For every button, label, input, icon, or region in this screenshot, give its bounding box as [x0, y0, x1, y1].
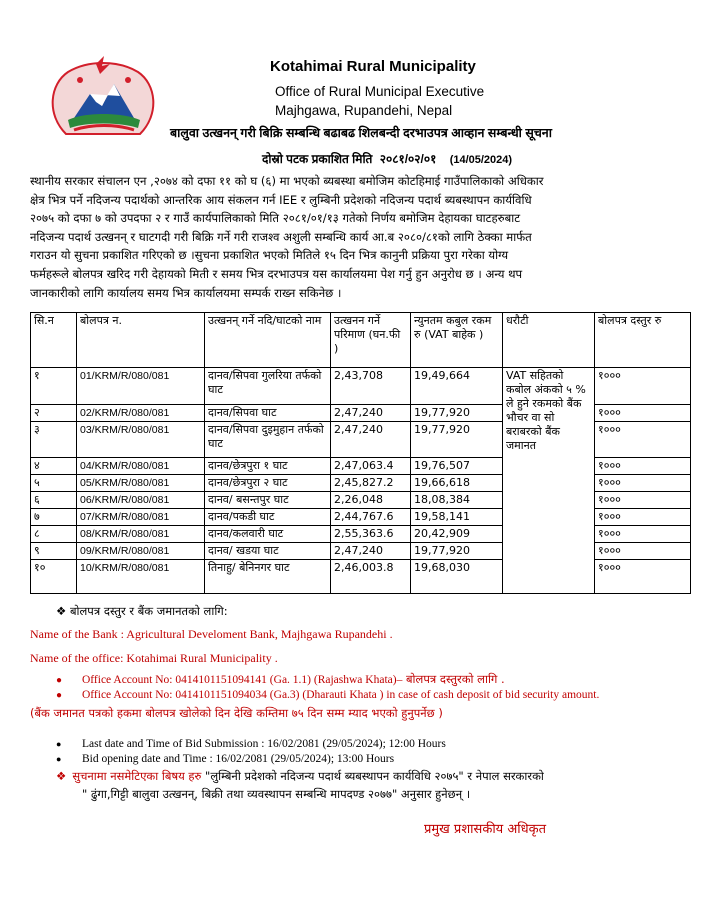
row-sn: २: [31, 405, 77, 422]
final-note-line2: " ढुंगा,गिट्टी बालुवा उत्खनन्, बिक्री तथा व्यवस्थापन सम्बन्धि मापदण्ड २०७७" अनुसार हुनेछन् ।: [82, 787, 471, 801]
bullet-icon: ●: [56, 675, 63, 686]
row-site-name: तिनाहु/ बेनिनगर घाट: [205, 560, 331, 594]
row-bid-code: 04/KRM/R/080/081: [77, 458, 205, 475]
row-bid-code: 01/KRM/R/080/081: [77, 368, 205, 405]
bank-name: Name of the Bank : Agricultural Develoment Bank, Majhgawa Rupandehi .: [30, 627, 393, 641]
column-header: उत्खनन् गर्ने नदि/घाटको नाम: [205, 313, 331, 368]
diamond-bullet-icon: ❖: [56, 769, 67, 783]
row-sn: ४: [31, 458, 77, 475]
bullet-icon: ●: [56, 754, 62, 764]
row-fee: १०००: [595, 368, 691, 405]
column-header: धरौटी: [503, 313, 595, 368]
guarantee-validity-note: (बैंक जमानत पत्रको हकमा बोलपत्र खोलेको दिन देखि कम्तिमा ७५ दिन सम्म म्याद भएको हुनुपर्नेछ ): [30, 706, 443, 720]
row-sn: ६: [31, 492, 77, 509]
diamond-bullet-icon: ❖: [56, 604, 67, 618]
bid-dates-list: [56, 738, 446, 768]
bullet-icon: ●: [56, 739, 62, 749]
row-bid-code: 02/KRM/R/080/081: [77, 405, 205, 422]
row-bid-code: 10/KRM/R/080/081: [77, 560, 205, 594]
table-header-row: [31, 313, 691, 368]
column-header: सि.न: [31, 313, 77, 368]
list-item: [56, 672, 599, 689]
submission-deadline: Last date and Time of Bid Submission : 16/02/2081 (29/05/2024); 12:00 Hours: [82, 738, 446, 750]
row-quantity: 2,44,767.6: [331, 509, 411, 526]
row-bid-code: 09/KRM/R/080/081: [77, 543, 205, 560]
row-min-amount: 19,77,920: [411, 422, 503, 458]
final-note-rest: "लुम्बिनी प्रदेशको नदिजन्य पदार्थ ब्यबस्थापन कार्यविधि २०७५" र नेपाल सरकारको: [201, 769, 544, 783]
government-emblem-logo: [44, 54, 162, 142]
row-quantity: 2,55,363.6: [331, 526, 411, 543]
bid-table: [30, 312, 691, 594]
row-bid-code: 08/KRM/R/080/081: [77, 526, 205, 543]
row-min-amount: 20,42,909: [411, 526, 503, 543]
row-bid-code: 07/KRM/R/080/081: [77, 509, 205, 526]
table-row: [31, 368, 691, 405]
row-quantity: 2,47,240: [331, 543, 411, 560]
intro-line: गराउन यो सुचना प्रकाशित गरिएको छ ।सुचना प्रकाशित भएको मितिले १५ दिन भित्र कानुनी प्रक्रिया पुरा गरेका योग्य: [30, 248, 509, 263]
row-quantity: 2,45,827.2: [331, 475, 411, 492]
column-header: बोलपत्र न.: [77, 313, 205, 368]
row-site-name: दानव/सिपवा दुइमुहान तर्फको घाट: [205, 422, 331, 458]
organization-name: Kotahimai Rural Municipality: [270, 58, 476, 75]
row-sn: १०: [31, 560, 77, 594]
row-min-amount: 19,77,920: [411, 405, 503, 422]
row-fee: १०००: [595, 526, 691, 543]
row-min-amount: 19,66,618: [411, 475, 503, 492]
row-sn: १: [31, 368, 77, 405]
final-note: [56, 767, 544, 803]
final-note-red-part: सुचनामा नसमेटिएका बिषय हरु: [72, 769, 202, 783]
row-sn: ३: [31, 422, 77, 458]
fee-guarantee-note-heading: [56, 604, 228, 619]
row-fee: १०००: [595, 543, 691, 560]
row-sn: ७: [31, 509, 77, 526]
row-bid-code: 06/KRM/R/080/081: [77, 492, 205, 509]
row-sn: ९: [31, 543, 77, 560]
row-min-amount: 19,58,141: [411, 509, 503, 526]
row-fee: १०००: [595, 560, 691, 594]
guarantee-cell: VAT सहितको कबोल अंकको ५ % ले हुने रकमको बैंक भौचर वा सो बराबरको बैंक जमानत: [503, 368, 595, 594]
row-quantity: 2,46,003.8: [331, 560, 411, 594]
row-fee: १०००: [595, 509, 691, 526]
row-bid-code: 05/KRM/R/080/081: [77, 475, 205, 492]
row-sn: ८: [31, 526, 77, 543]
row-min-amount: 19,49,664: [411, 368, 503, 405]
row-fee: १०००: [595, 405, 691, 422]
publication-line: [262, 150, 512, 167]
row-fee: १०००: [595, 475, 691, 492]
row-quantity: 2,47,240: [331, 422, 411, 458]
column-header: न्युनतम कबुल रकम रु (VAT बाहेक ): [411, 313, 503, 368]
intro-paragraph: [30, 172, 690, 302]
note-heading-text: बोलपत्र दस्तुर र बैंक जमानतको लागि:: [69, 604, 228, 618]
row-site-name: दानव/ खडया घाट: [205, 543, 331, 560]
intro-line: क्षेत्र भित्र पर्ने नदिजन्य पदार्थको आन्तरिक आय संकलन गर्न IEE र लुम्बिनी प्रदेशको नदिजन्य पदार्थ ब्यबस्थापन कार्यविधि: [30, 192, 532, 207]
row-min-amount: 19,68,030: [411, 560, 503, 594]
notice-subject: बालुवा उत्खनन् गरी बिक्रि सम्बन्धि बढाबढ शिलबन्दी दरभाउपत्र आव्हान सम्बन्धी सूचना: [170, 126, 552, 140]
row-quantity: 2,47,063.4: [331, 458, 411, 475]
row-fee: १०००: [595, 458, 691, 475]
publication-date-bs: २०८१/०२/०१: [379, 152, 437, 166]
intro-line: फर्महरूले बोलपत्र खरिद गरी देहायको मिती र समय भित्र दरभाउपत्र यस कार्यालयमा पेश गर्नु हुन अनुरोध छ । अन्य थप: [30, 266, 523, 281]
list-item: [56, 738, 446, 753]
intro-line: जानकारीको लागि कार्यालय समय भित्र कार्यालयमा सम्पर्क राख्न सकिनेछ ।: [30, 285, 342, 300]
row-min-amount: 18,08,384: [411, 492, 503, 509]
row-quantity: 2,26,048: [331, 492, 411, 509]
bid-opening-time: Bid opening date and Time : 16/02/2081 (29/05/2024); 13:00 Hours: [82, 753, 395, 765]
list-item: [56, 689, 599, 706]
account-list: [56, 672, 599, 706]
row-quantity: 2,47,240: [331, 405, 411, 422]
row-bid-code: 03/KRM/R/080/081: [77, 422, 205, 458]
account-text: Office Account No: 0414101151094034 (Ga.3) (Dharauti Khata ) in case of cash deposit of bid security amount.: [82, 689, 600, 701]
final-note-line: [56, 767, 544, 785]
office-name-line: Name of the office: Kotahimai Rural Municipality .: [30, 651, 278, 665]
intro-line: स्थानीय सरकार संचालन एन ,२०७४ को दफा ११ को घ (६) मा भएको ब्यबस्था बमोजिम कोटहिमाई गाउँपालिकाको अधिकार: [30, 174, 544, 188]
signature-title: प्रमुख प्रशासकीय अधिकृत: [424, 822, 547, 837]
intro-line: नदिजन्य पदार्थ उत्खनन् र घाटगदी गरी बिक्रि गर्ने गरी राजश्व अशुली सम्बन्धि कार्य आ.ब २०८०/८१को लागि ठेक्का मार्फत: [30, 229, 532, 244]
column-header: उत्खनन गर्ने परिमाण (घन.फी ): [331, 313, 411, 368]
row-site-name: दानव/ बसन्तपुर घाट: [205, 492, 331, 509]
account-text: Office Account No: 0414101151094141 (Ga. 1.1) (Rajashwa Khata)–: [82, 674, 403, 686]
row-min-amount: 19,76,507: [411, 458, 503, 475]
row-site-name: दानव/छेत्रपुरा २ घाट: [205, 475, 331, 492]
publication-label: दोस्रो पटक प्रकाशित मिति: [262, 152, 373, 166]
account-purpose: बोलपत्र दस्तुरको लागि .: [402, 672, 505, 686]
row-site-name: दानव/कलवारी घाट: [205, 526, 331, 543]
row-site-name: दानव/सिपवा घाट: [205, 405, 331, 422]
list-item: [56, 753, 446, 768]
bullet-icon: ●: [56, 690, 63, 701]
row-fee: १०००: [595, 422, 691, 458]
row-fee: १०००: [595, 492, 691, 509]
intro-line: २०७५ को दफा ७ को उपदफा २ र गाउँ कार्यपालिकाको मिति २०८१/०१/१३ गतेको निर्णय बमोजिम देहायका घाटहरुबाट: [30, 211, 521, 226]
column-header: बोलपत्र दस्तुर रु: [595, 313, 691, 368]
row-quantity: 2,43,708: [331, 368, 411, 405]
office-address: Majhgawa, Rupandehi, Nepal: [275, 103, 453, 118]
row-site-name: दानव/सिपवा गुलरिया तर्फको घाट: [205, 368, 331, 405]
office-name-heading: Office of Rural Municipal Executive: [275, 84, 485, 99]
publication-date-ad: (14/05/2024): [449, 154, 513, 166]
row-site-name: दानव/छेत्रपुरा १ घाट: [205, 458, 331, 475]
row-sn: ५: [31, 475, 77, 492]
row-min-amount: 19,77,920: [411, 543, 503, 560]
row-site-name: दानव/पकडी घाट: [205, 509, 331, 526]
